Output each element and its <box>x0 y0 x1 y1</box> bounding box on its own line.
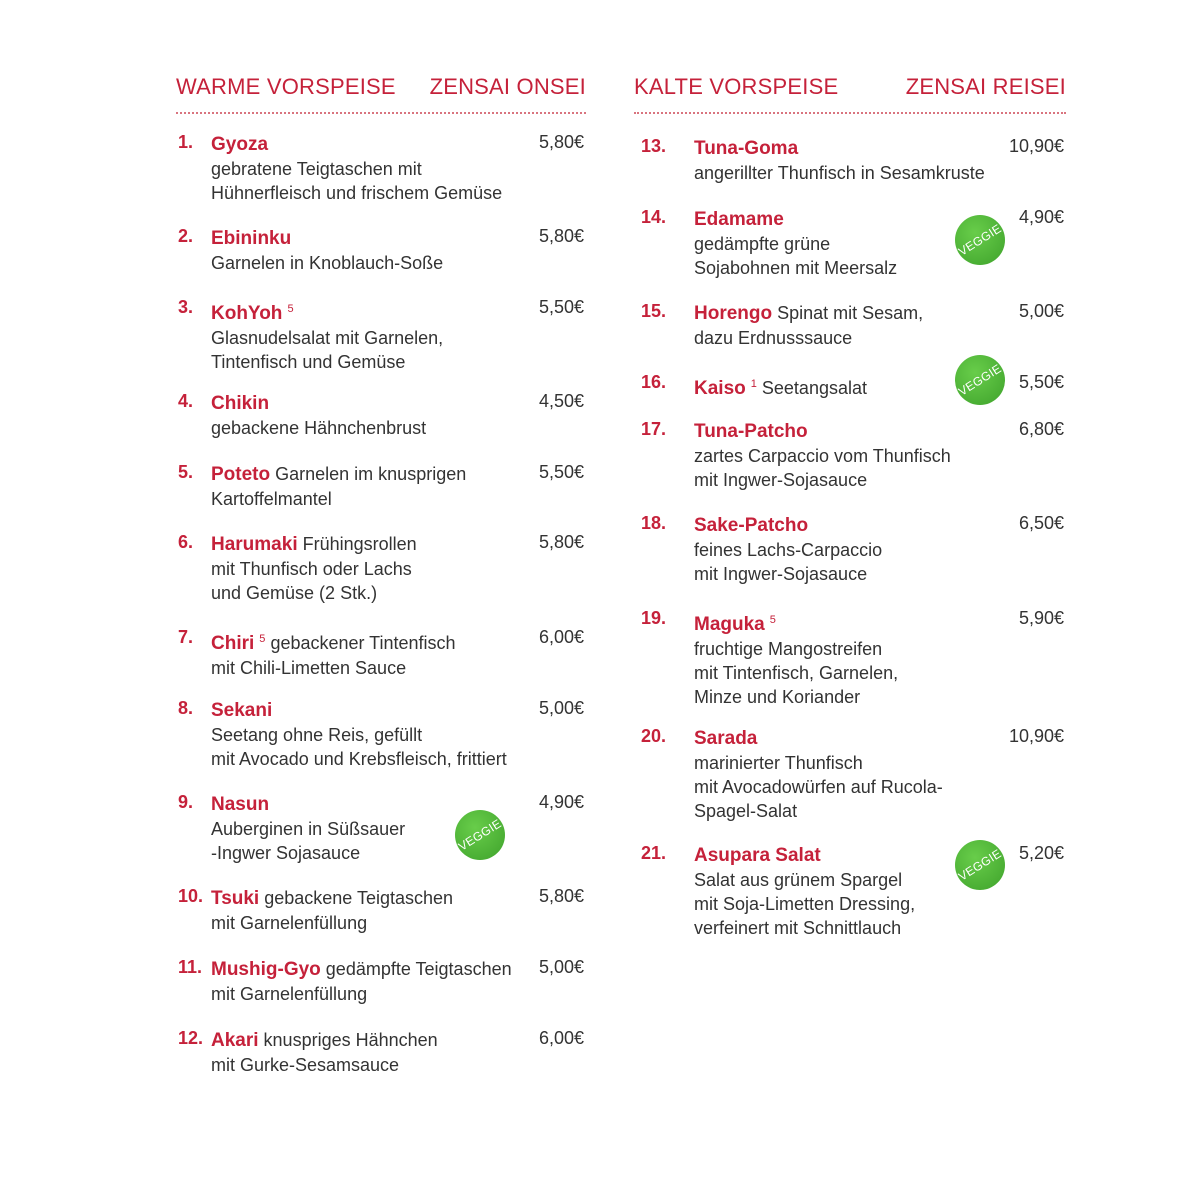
item-description: mit Gurke-Sesamsauce <box>211 1055 400 1075</box>
item-first-line <box>694 726 1006 751</box>
veggie-badge <box>955 355 1005 405</box>
item-text <box>211 462 534 511</box>
item-price: 5,90€ <box>1018 608 1064 628</box>
item-price: 5,00€ <box>538 698 584 718</box>
item-text <box>211 957 534 1006</box>
item-first-line <box>211 391 534 416</box>
item-name: Sarada <box>694 728 758 749</box>
item-number: 8. <box>178 698 194 718</box>
item-name: Chiri <box>211 633 255 654</box>
item-name: Kaiso <box>694 378 746 399</box>
item-text <box>211 132 534 205</box>
item-price: 4,90€ <box>1018 207 1064 227</box>
item-description: verfeinert mit Schnittlauch <box>694 918 902 938</box>
veggie-badge <box>955 215 1005 265</box>
item-first-line <box>211 698 534 723</box>
item-first-line <box>694 513 1006 538</box>
item-text <box>211 391 534 440</box>
item-name: Gyoza <box>211 134 269 155</box>
item-number: 15. <box>641 301 667 321</box>
item-description: Tintenfisch und Gemüse <box>211 352 406 372</box>
item-name: Edamame <box>694 209 784 230</box>
allergen-footnote: 5 <box>769 614 776 626</box>
item-text <box>694 136 1006 185</box>
item-description: mit Avocadowürfen auf Rucola- <box>694 777 943 797</box>
item-name: Maguka <box>694 614 765 635</box>
item-text <box>694 419 1006 492</box>
item-name: Nasun <box>211 794 270 815</box>
item-number: 5. <box>178 462 194 482</box>
item-name: Sake-Patcho <box>694 515 809 536</box>
item-text <box>211 627 534 680</box>
item-number: 21. <box>641 843 667 863</box>
item-number: 7. <box>178 627 194 647</box>
item-text <box>211 698 534 771</box>
item-inline-description: Spinat mit Sesam, <box>777 303 924 323</box>
veggie-badge <box>455 810 505 860</box>
veggie-label: VEGGIE <box>956 221 1004 259</box>
item-price: 6,80€ <box>1018 419 1064 439</box>
item-description: mit Garnelenfüllung <box>211 984 368 1004</box>
item-description: mit Avocado und Krebsfleisch, frittiert <box>211 749 507 769</box>
item-price: 5,50€ <box>538 297 584 317</box>
item-number: 4. <box>178 391 194 411</box>
item-number: 20. <box>641 726 667 746</box>
item-number: 13. <box>641 136 667 156</box>
item-text <box>694 726 1006 823</box>
item-first-line <box>211 297 534 326</box>
item-price: 10,90€ <box>1008 726 1064 746</box>
item-number: 6. <box>178 532 194 552</box>
item-price: 5,20€ <box>1018 843 1064 863</box>
item-description: Hühnerfleisch und frischem Gemüse <box>211 183 503 203</box>
section-title-japanese: ZENSAI REISEI <box>905 74 1066 99</box>
item-name: Harumaki <box>211 534 298 555</box>
allergen-footnote: 5 <box>259 633 266 645</box>
section-title: KALTE VORSPEISE <box>634 74 839 99</box>
item-number: 17. <box>641 419 667 439</box>
item-number: 12. <box>178 1028 204 1048</box>
item-number: 18. <box>641 513 667 533</box>
item-price: 6,50€ <box>1018 513 1064 533</box>
item-name: Tuna-Goma <box>694 138 799 159</box>
veggie-label: VEGGIE <box>456 816 504 854</box>
item-text <box>211 226 534 275</box>
item-price: 10,90€ <box>1008 136 1064 156</box>
item-description: dazu Erdnusssauce <box>694 328 853 348</box>
item-description: Glasnudelsalat mit Garnelen, <box>211 328 444 348</box>
section-title-japanese: ZENSAI ONSEI <box>429 74 586 99</box>
veggie-badge <box>955 840 1005 890</box>
item-first-line <box>211 627 534 656</box>
item-description: gebackene Hähnchenbrust <box>211 418 427 438</box>
item-description: Kartoffelmantel <box>211 489 332 509</box>
item-description: gebratene Teigtaschen mit <box>211 159 422 179</box>
item-name: Mushig-Gyo <box>211 959 321 980</box>
item-description: mit Chili-Limetten Sauce <box>211 658 407 678</box>
item-price: 5,80€ <box>538 226 584 246</box>
item-name: Horengo <box>694 303 773 324</box>
cold-starters-header <box>634 74 1066 104</box>
item-description: Sojabohnen mit Meersalz <box>694 258 898 278</box>
item-inline-description: gebackener Tintenfisch <box>270 633 456 653</box>
item-first-line <box>211 132 534 157</box>
item-price: 4,50€ <box>538 391 584 411</box>
item-price: 5,80€ <box>538 886 584 906</box>
item-first-line <box>694 419 1006 444</box>
item-inline-description: Frühingsrollen <box>302 534 417 554</box>
item-first-line <box>211 532 534 557</box>
item-text <box>211 1028 534 1077</box>
item-description: angerillter Thunfisch in Sesamkruste <box>694 163 985 183</box>
item-description: marinierter Thunfisch <box>694 753 863 773</box>
item-first-line <box>211 1028 534 1053</box>
item-text <box>211 532 534 605</box>
item-name: Chikin <box>211 393 270 414</box>
item-first-line <box>694 136 1006 161</box>
item-description: Seetang ohne Reis, gefüllt <box>211 725 423 745</box>
item-number: 10. <box>178 886 204 906</box>
item-description: mit Ingwer-Sojasauce <box>694 564 868 584</box>
item-first-line <box>211 886 534 911</box>
item-number: 2. <box>178 226 194 246</box>
item-name: Ebininku <box>211 228 292 249</box>
item-description: mit Garnelenfüllung <box>211 913 368 933</box>
item-price: 5,50€ <box>538 462 584 482</box>
veggie-label: VEGGIE <box>956 846 1004 884</box>
allergen-footnote: 1 <box>750 378 757 390</box>
item-description: mit Soja-Limetten Dressing, <box>694 894 916 914</box>
item-description: Minze und Koriander <box>694 687 861 707</box>
item-description: mit Ingwer-Sojasauce <box>694 470 868 490</box>
item-number: 14. <box>641 207 667 227</box>
item-number: 3. <box>178 297 194 317</box>
item-description: Auberginen in Süßsauer <box>211 819 406 839</box>
item-number: 9. <box>178 792 194 812</box>
item-price: 5,50€ <box>1018 372 1064 392</box>
item-description: -Ingwer Sojasauce <box>211 843 361 863</box>
item-description: feines Lachs-Carpaccio <box>694 540 883 560</box>
section-title: WARME VORSPEISE <box>176 74 396 99</box>
dotted-divider <box>634 112 1066 114</box>
item-name: Akari <box>211 1030 259 1051</box>
item-name: Asupara Salat <box>694 845 821 866</box>
item-description: und Gemüse (2 Stk.) <box>211 583 378 603</box>
item-first-line <box>211 226 534 251</box>
item-price: 6,00€ <box>538 627 584 647</box>
item-number: 11. <box>178 957 203 977</box>
veggie-label: VEGGIE <box>956 361 1004 399</box>
item-text <box>211 886 534 935</box>
item-first-line <box>694 301 1006 326</box>
item-first-line <box>694 608 1006 637</box>
item-number: 16. <box>641 372 667 392</box>
item-price: 5,80€ <box>538 532 584 552</box>
item-number: 1. <box>178 132 194 152</box>
item-inline-description: gebackene Teigtaschen <box>264 888 454 908</box>
item-description: Garnelen in Knoblauch-Soße <box>211 253 444 273</box>
item-inline-description: knuspriges Hähnchen <box>263 1030 438 1050</box>
item-description: mit Thunfisch oder Lachs <box>211 559 412 579</box>
item-description: gedämpfte grüne <box>694 234 831 254</box>
item-name: Tuna-Patcho <box>694 421 808 442</box>
item-description: fruchtige Mangostreifen <box>694 639 883 659</box>
item-description: Salat aus grünem Spargel <box>694 870 903 890</box>
item-text <box>211 297 534 374</box>
item-inline-description: Seetangsalat <box>761 378 867 398</box>
item-price: 5,00€ <box>1018 301 1064 321</box>
item-price: 5,00€ <box>538 957 584 977</box>
item-price: 4,90€ <box>538 792 584 812</box>
item-description: Spagel-Salat <box>694 801 798 821</box>
item-inline-description: gedämpfte Teigtaschen <box>325 959 512 979</box>
item-text <box>694 301 1006 350</box>
item-name: Sekani <box>211 700 273 721</box>
item-text <box>694 513 1006 586</box>
item-price: 6,00€ <box>538 1028 584 1048</box>
warm-starters-header <box>176 74 586 104</box>
item-price: 5,80€ <box>538 132 584 152</box>
item-number: 19. <box>641 608 667 628</box>
item-name: KohYoh <box>211 303 283 324</box>
item-description: mit Tintenfisch, Garnelen, <box>694 663 899 683</box>
allergen-footnote: 5 <box>287 303 294 315</box>
item-first-line <box>211 462 534 487</box>
item-name: Poteto <box>211 464 271 485</box>
item-text <box>694 608 1006 709</box>
item-description: zartes Carpaccio vom Thunfisch <box>694 446 951 466</box>
item-name: Tsuki <box>211 888 260 909</box>
item-inline-description: Garnelen im knusprigen <box>275 464 467 484</box>
item-first-line <box>211 957 534 982</box>
dotted-divider <box>176 112 586 114</box>
